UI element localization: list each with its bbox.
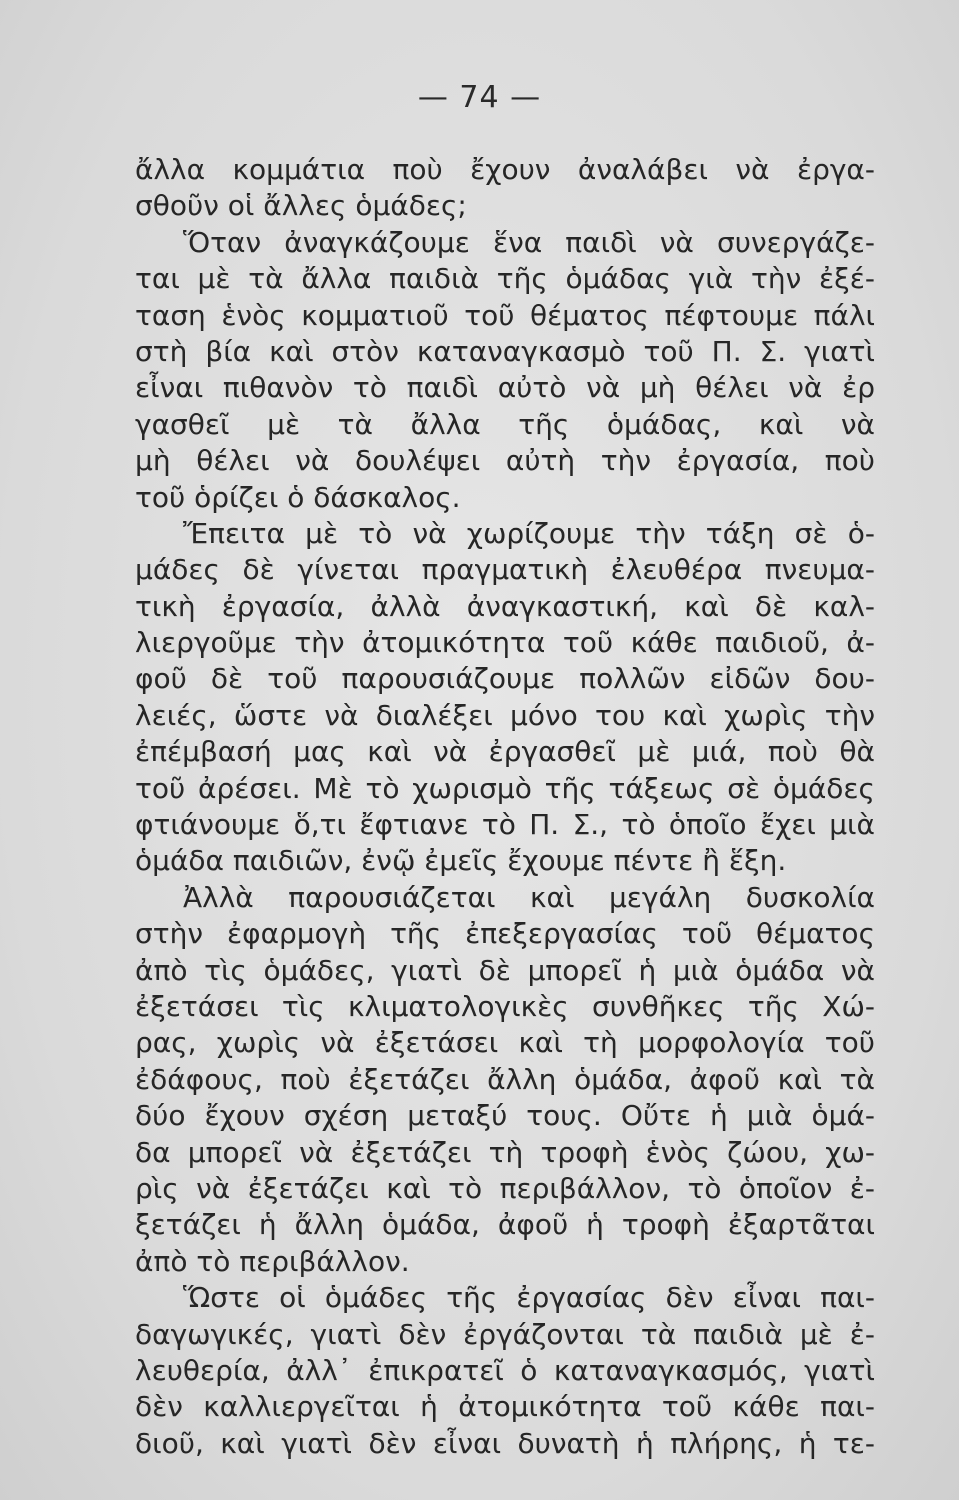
text-line: ξετάζει ἡ ἄλλη ὁμάδα, ἀφοῦ ἡ τροφὴ ἐξαρτᾶται: [135, 1208, 875, 1242]
text-line: τοῦ ὁρίζει ὁ δάσκαλος.: [135, 480, 461, 514]
page-number: — 74 —: [417, 80, 542, 115]
text-line: φοῦ δὲ τοῦ παρουσιάζουμε πολλῶν εἰδῶν δου-: [135, 662, 875, 696]
text-line: δὲν καλλιεργεῖται ἡ ἀτομικότητα τοῦ κάθε παι-: [135, 1390, 875, 1424]
text-line: ἀπὸ τὸ περιβάλλον.: [135, 1244, 410, 1278]
text-line: ται μὲ τὰ ἄλλα παιδιὰ τῆς ὁμάδας γιὰ τὴν ἐξέ-: [135, 262, 875, 296]
text-line: δύο ἔχουν σχέση μεταξύ τους. Οὔτε ἡ μιὰ ὁμά-: [135, 1099, 875, 1133]
text-line: λιεργοῦμε τὴν ἀτομικότητα τοῦ κάθε παιδιοῦ, ἀ-: [135, 626, 875, 660]
text-line: φτιάνουμε ὅ,τι ἔφτιανε τὸ Π. Σ., τὸ ὁποῖο ἔχει μιὰ: [135, 808, 875, 842]
text-line: ὁμάδα παιδιῶν, ἐνῷ ἐμεῖς ἔχουμε πέντε ἢ ἕξη.: [135, 844, 787, 878]
body-text: [135, 152, 875, 1462]
text-line: στὴ βία καὶ στὸν καταναγκασμὸ τοῦ Π. Σ. γιατὶ: [135, 334, 875, 368]
text-line: γασθεῖ μὲ τὰ ἄλλα τῆς ὁμάδας, καὶ νὰ: [135, 407, 875, 441]
text-line: μὴ θέλει νὰ δουλέψει αὐτὴ τὴν ἐργασία, ποὺ: [135, 444, 875, 478]
text-line: ἄλλα κομμάτια ποὺ ἔχουν ἀναλάβει νὰ ἐργα-: [135, 153, 875, 186]
text-line: ρας, χωρὶς νὰ ἐξετάσει καὶ τὴ μορφολογία τοῦ: [135, 1026, 875, 1060]
text-line: ταση ἑνὸς κομματιοῦ τοῦ θέματος πέφτουμε πάλι: [135, 298, 875, 332]
text-line: στὴν ἐφαρμογὴ τῆς ἐπεξεργασίας τοῦ θέματος: [135, 917, 875, 951]
text-line: εἶναι πιθανὸν τὸ παιδὶ αὐτὸ νὰ μὴ θέλει νὰ ἐρ: [135, 371, 875, 405]
text-line: λειές, ὥστε νὰ διαλέξει μόνο του καὶ χωρὶς τὴν: [135, 698, 875, 732]
text-line: ἐδάφους, ποὺ ἐξετάζει ἄλλη ὁμάδα, ἀφοῦ καὶ τὰ: [135, 1062, 875, 1096]
text-line: Ὅταν ἀναγκάζουμε ἕνα παιδὶ νὰ συνεργάζε-: [183, 225, 875, 259]
text-line: δα μπορεῖ νὰ ἐξετάζει τὴ τροφὴ ἑνὸς ζώου, χω-: [135, 1135, 875, 1169]
text-line: Ἀλλὰ παρουσιάζεται καὶ μεγάλη δυσκολία: [183, 880, 875, 914]
text-line: Ὥστε οἱ ὁμάδες τῆς ἐργασίας δὲν εἶναι παι-: [183, 1281, 875, 1315]
text-line: ἀπὸ τὶς ὁμάδες, γιατὶ δὲ μπορεῖ ἡ μιὰ ὁμάδα νὰ: [135, 953, 875, 987]
text-line: σθοῦν οἱ ἄλλες ὁμάδες;: [135, 189, 467, 223]
text-line: ἐξετάσει τὶς κλιματολογικὲς συνθῆκες τῆς Χώ-: [135, 989, 875, 1023]
text-line: ἐπέμβασή μας καὶ νὰ ἐργασθεῖ μὲ μιά, ποὺ θὰ: [135, 735, 875, 769]
text-line: μάδες δὲ γίνεται πραγματικὴ ἐλευθέρα πνευμα-: [135, 553, 875, 587]
text-line: Ἔπειτα μὲ τὸ νὰ χωρίζουμε τὴν τάξη σὲ ὁ-: [183, 516, 875, 550]
text-line: τοῦ ἀρέσει. Μὲ τὸ χωρισμὸ τῆς τάξεως σὲ ὁμάδες: [135, 771, 875, 805]
text-line: δαγωγικές, γιατὶ δὲν ἐργάζονται τὰ παιδιὰ μὲ ἐ-: [135, 1317, 875, 1351]
text-line: διοῦ, καὶ γιατὶ δὲν εἶναι δυνατὴ ἡ πλήρης, ἡ τε-: [135, 1426, 875, 1460]
text-line: ρὶς νὰ ἐξετάζει καὶ τὸ περιβάλλον, τὸ ὁποῖον ἐ-: [135, 1171, 875, 1205]
text-line: τικὴ ἐργασία, ἀλλὰ ἀναγκαστική, καὶ δὲ καλ-: [135, 589, 875, 623]
text-line: λευθερία, ἀλλ᾿ ἐπικρατεῖ ὁ καταναγκασμός, γιατὶ: [135, 1353, 875, 1387]
